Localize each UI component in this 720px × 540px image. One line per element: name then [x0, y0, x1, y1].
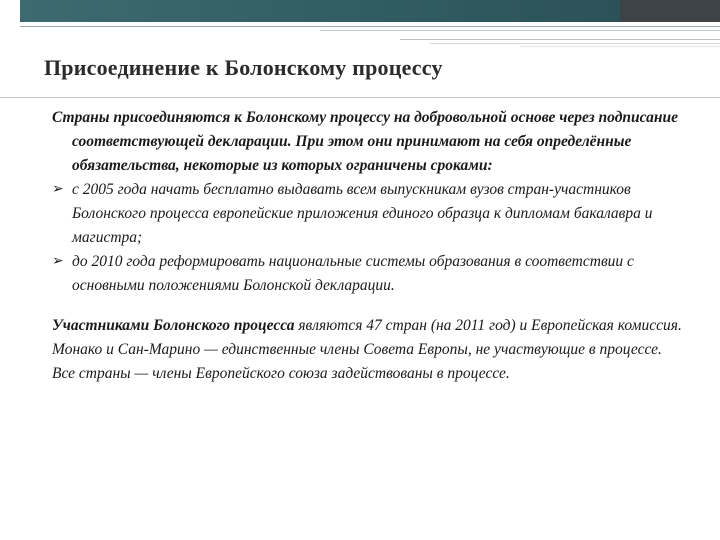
decorative-rule [400, 39, 720, 40]
arrow-bullet-icon: ➢ [52, 254, 64, 269]
decorative-rule [430, 43, 720, 44]
bullet-item [52, 250, 682, 298]
participants-paragraph [52, 314, 682, 338]
arrow-bullet-icon: ➢ [52, 182, 64, 197]
intro-paragraph: Страны присоединяются к Болонскому процессу на добровольной основе через подписание соответствующей декларации. При этом они принимают на себя определённые обязательства, некоторые из которых ограничены сроками: [52, 109, 678, 174]
monaco-paragraph: Монако и Сан-Марино — единственные члены Совета Европы, не участвующие в процессе. [52, 341, 662, 358]
spacer [52, 298, 682, 314]
decorative-rule [320, 30, 720, 31]
bullet-item [52, 178, 682, 250]
header-bar [0, 0, 720, 22]
participants-rest: являются 47 стран (на 2011 год) и Европейская комиссия. [294, 317, 682, 334]
title-separator [0, 97, 720, 98]
header-dark-tab [620, 0, 720, 22]
slide-body [52, 106, 682, 386]
decorative-rule [520, 46, 720, 47]
decorative-rule [20, 26, 720, 27]
bullet-text: до 2010 года реформировать национальные системы образования в соответствии с основными положениями Болонской декларации. [72, 253, 634, 294]
slide-title: Присоединение к Болонскому процессу [44, 55, 443, 80]
participants-lead: Участниками Болонского процесса [52, 317, 295, 334]
eu-paragraph: Все страны — члены Европейского союза задействованы в процессе. [52, 365, 510, 382]
header-accent-strip [0, 0, 720, 22]
bullet-text: с 2005 года начать бесплатно выдавать всем выпускникам вузов стран-участников Болонского процесса европейские приложения единого образца к дипломам бакалавра и магистра; [72, 181, 653, 246]
